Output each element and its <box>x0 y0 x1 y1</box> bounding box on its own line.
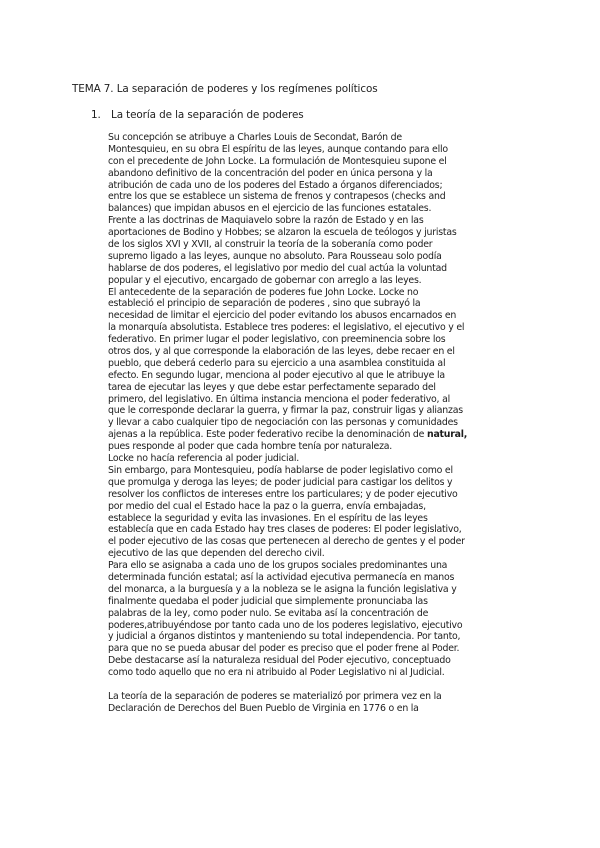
text-line: necesidad de limitar el ejercicio del poder evitando los abusos encarnados en <box>108 310 457 322</box>
section-number: 1. <box>91 109 101 121</box>
text-line: El antecedente de la separación de poderes fue John Locke. Locke no <box>108 286 419 298</box>
text-line-start: ajenas a la república. Este poder federativo recibe la denominación de <box>108 429 427 441</box>
text-line: hablarse de dos poderes, el legislativo por medio del cual actúa la voluntad <box>108 262 447 274</box>
body-text <box>108 132 538 715</box>
text-line: finalmente quedaba el poder judicial que simplemente pronunciaba las <box>108 595 428 607</box>
text-line: atribución de cada uno de los poderes del Estado a órganos diferenciados; <box>108 179 443 191</box>
text-line: supremo ligado a las leyes, aunque no absoluto. Para Rousseau solo podía <box>108 250 442 262</box>
paragraph-gap <box>108 679 538 691</box>
text-line: palabras de la ley, como poder nulo. Se evitaba así la concentración de <box>108 607 429 619</box>
section-title: La teoría de la separación de poderes <box>111 109 304 121</box>
text-line <box>108 429 538 441</box>
text-line: la monarquía absolutista. Establece tres poderes: el legislativo, el ejecutivo y el <box>108 322 465 334</box>
text-line: primero, del legislativo. En última instancia menciona el poder federativo, al <box>108 393 450 405</box>
text-line: abandono definitivo de la concentración del poder en única persona y la <box>108 167 433 179</box>
document-title: TEMA 7. La separación de poderes y los regímenes políticos <box>72 83 378 95</box>
text-line: que promulga y deroga las leyes; de poder judicial para castigar los delitos y <box>108 476 453 488</box>
text-line: de los siglos XVI y XVII, al construir la teoría de la soberanía como poder <box>108 239 433 251</box>
text-line: como todo aquello que no era ni atribuido al Poder Legislativo ni al Judicial. <box>108 667 445 679</box>
text-line: Declaración de Derechos del Buen Pueblo de Virginia en 1776 o en la <box>108 702 419 714</box>
text-line: poderes,atribuyéndose por tanto cada uno de los poderes legislativo, ejecutivo <box>108 619 463 631</box>
text-line: pues responde al poder que cada hombre tenía por naturaleza. <box>108 441 393 453</box>
text-line: resolver los conflictos de intereses entre los particulares; y de poder ejecutivo <box>108 488 458 500</box>
text-line: tarea de ejecutar las leyes y que debe estar perfectamente separado del <box>108 381 436 393</box>
text-line: y llevar a cabo cualquier tipo de negociación con las personas y comunidades <box>108 417 458 429</box>
text-line: establecía que en cada Estado hay tres clases de poderes: El poder legislativo, <box>108 524 462 536</box>
text-line: pueblo, que deberá cederlo para su ejercicio a una asamblea constituida al <box>108 357 446 369</box>
text-line: para que no se pueda abusar del poder es preciso que el poder frene al Poder. <box>108 643 460 655</box>
text-line: entre los que se establece un sistema de frenos y contrapesos (checks and <box>108 191 446 203</box>
text-line: Sin embargo, para Montesquieu, podía hablarse de poder legislativo como el <box>108 464 453 476</box>
section-heading <box>91 109 304 121</box>
text-line: con el precedente de John Locke. La formulación de Montesquieu supone el <box>108 155 447 167</box>
text-line: Locke no hacía referencia al poder judicial. <box>108 453 300 465</box>
text-line: ejecutivo de las que dependen del derecho civil. <box>108 548 325 560</box>
text-line: otros dos, y al que corresponde la elaboración de las leyes, debe recaer en el <box>108 346 455 358</box>
text-line: que le corresponde declarar la guerra, y firmar la paz, construir ligas y alianzas <box>108 405 463 417</box>
text-line: y judicial a órganos distintos y manteniendo su total independencia. Por tanto, <box>108 631 461 643</box>
text-line: Debe destacarse así la naturaleza residual del Poder ejecutivo, conceptuado <box>108 655 451 667</box>
text-line: el poder ejecutivo de las cosas que pertenecen al derecho de gentes y el poder <box>108 536 465 548</box>
text-line: Montesquieu, en su obra El espíritu de las leyes, aunque contando para ello <box>108 143 448 155</box>
text-line: del monarca, a la burguesía y a la nobleza se le asigna la función legislativa y <box>108 583 457 595</box>
text-line: efecto. En segundo lugar, menciona al poder ejecutivo al que le atribuye la <box>108 369 445 381</box>
bold-term: natural, <box>426 429 468 441</box>
text-line: federativo. En primer lugar el poder legislativo, con preeminencia sobre los <box>108 334 446 346</box>
text-line: determinada función estatal; así la actividad ejecutiva permanecía en manos <box>108 571 455 583</box>
text-line: popular y el ejecutivo, encargado de gobernar con arreglo a las leyes. <box>108 274 422 286</box>
text-line: estableció el principio de separación de poderes , sino que subrayó la <box>108 298 421 310</box>
text-line: Para ello se asignaba a cada uno de los grupos sociales predominantes una <box>108 560 448 572</box>
text-line: establece la seguridad y evita las invasiones. En el espíritu de las leyes <box>108 512 428 524</box>
text-line: balances) que impidan abusos en el ejercicio de las funciones estatales. <box>108 203 432 215</box>
text-line: aportaciones de Bodino y Hobbes; se alzaron la escuela de teólogos y juristas <box>108 227 457 239</box>
text-line: La teoría de la separación de poderes se materializó por primera vez en la <box>108 690 442 702</box>
text-line: por medio del cual el Estado hace la paz o la guerra, envía embajadas, <box>108 500 426 512</box>
text-line: Frente a las doctrinas de Maquiavelo sobre la razón de Estado y en las <box>108 215 424 227</box>
text-line: Su concepción se atribuye a Charles Louis de Secondat, Barón de <box>108 132 402 143</box>
